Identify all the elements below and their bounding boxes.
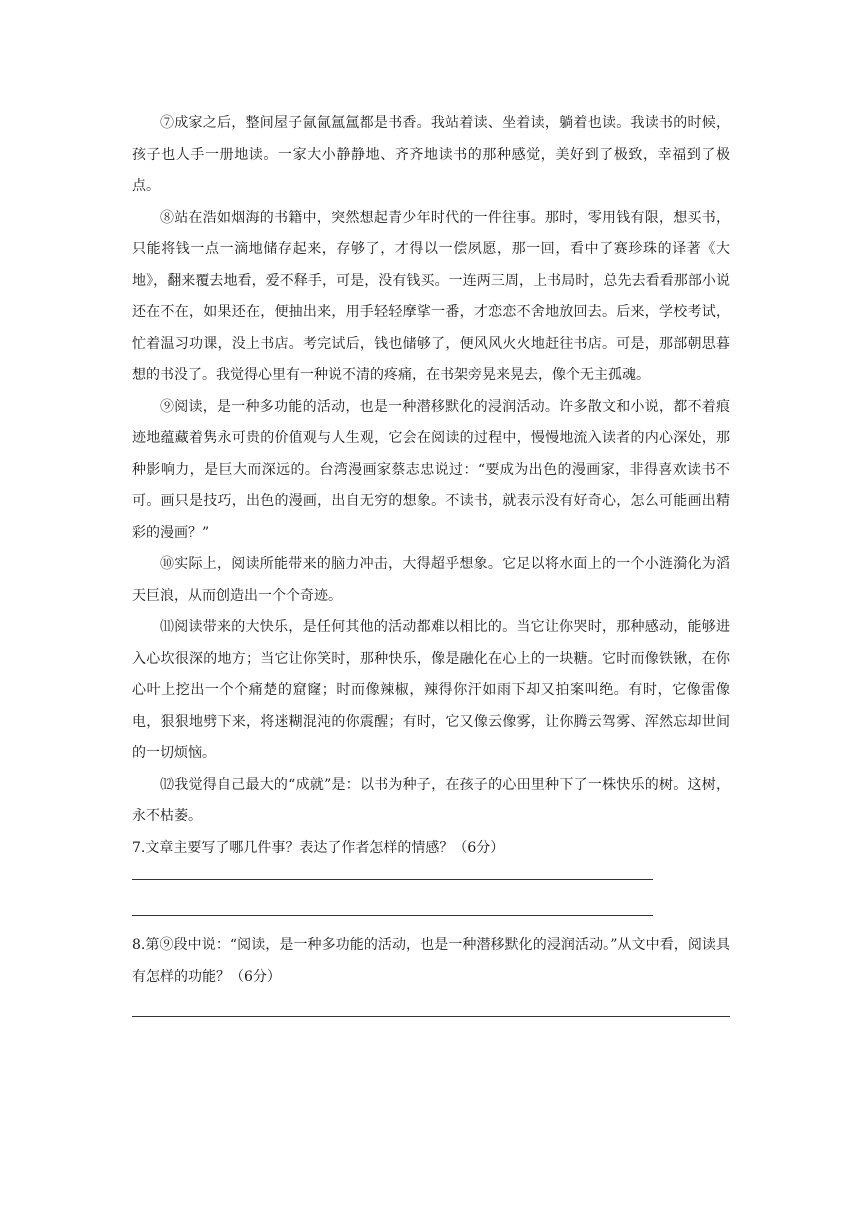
paragraph-9: ⑨阅读，是一种多功能的活动，也是一种潜移默化的浸润活动。许多散文和小说，都不着痕迹地蕴藏着隽永可贵的价值观与人生观，它会在阅读的过程中，慢慢地流入读者的内心深处，那种影响力，是巨大而深远的。台湾漫画家蔡志忠说过：“要成为出色的漫画家，非得喜欢读书不可。画只是技巧，出色的漫画，出自无穷的想象。不读书，就表示没有好奇心，怎么可能画出精彩的漫画？” xyxy=(132,398,730,541)
paragraph-10: ⑩实际上，阅读所能带来的脑力冲击，大得超乎想象。它足以将水面上的一个小涟漪化为滔天巨浪，从而创造出一个个奇迹。 xyxy=(132,556,730,604)
question-8: 8.第⑨段中说：“阅读，是一种多功能的活动，也是一种潜移默化的浸润活动。”从文中看，阅读具有怎样的功能？（6分） xyxy=(132,937,730,985)
paragraph-12: ⑿我觉得自己最大的“成就”是：以书为种子，在孩子的心田里种下了一株快乐的树。这树，永不枯萎。 xyxy=(132,776,730,824)
paragraph-7: ⑦成家之后，整间屋子氤氤氲氲都是书香。我站着读、坐着读，躺着也读。我读书的时候，孩子也人手一册地读。一家大小静静地、齐齐地读书的那种感觉，美好到了极致，幸福到了极点。 xyxy=(132,115,730,194)
paragraph-11: ⑾阅读带来的大快乐，是任何其他的活动都难以相比的。当它让你哭时，那种感动，能够进入心坎很深的地方；当它让你笑时，那种快乐，像是融化在心上的一块糖。它时而像铁锹，在你心叶上挖出一个个痛楚的窟窿；时而像辣椒，辣得你汗如雨下却又拍案叫绝。有时，它像雷像电，狠狠地劈下来，将迷糊混沌的你震醒；有时，它又像云像雾，让你腾云驾雾、浑然忘却世间的一切烦恼。 xyxy=(132,619,730,761)
document-page xyxy=(132,108,730,1017)
paragraph-8: ⑧站在浩如烟海的书籍中，突然想起青少年时代的一件往事。那时，零用钱有限，想买书，只能将钱一点一滴地储存起来，存够了，才得以一偿夙愿，那一回，看中了赛珍珠的译著《大地》，翻来覆去地看，爱不释手，可是，没有钱买。一连两三周，上书局时，总先去看看那部小说还在不在，如果还在，便抽出来，用手轻轻摩挲一番，才恋恋不舍地放回去。后来，学校考试，忙着温习功课，没上书店。考完试后，钱也储够了，便风风火火地赶往书店。可是，那部朝思暮想的书没了。我觉得心里有一种说不清的疼痛，在书架旁晃来晃去，像个无主孤魂。 xyxy=(132,209,730,383)
answer-line-8a[interactable] xyxy=(132,1015,730,1017)
question-7: 7.文章主要写了哪几件事？表达了作者怎样的情感？（6分） xyxy=(132,839,505,856)
answer-line-7b[interactable] xyxy=(132,914,653,916)
answer-line-7a[interactable] xyxy=(132,878,653,880)
